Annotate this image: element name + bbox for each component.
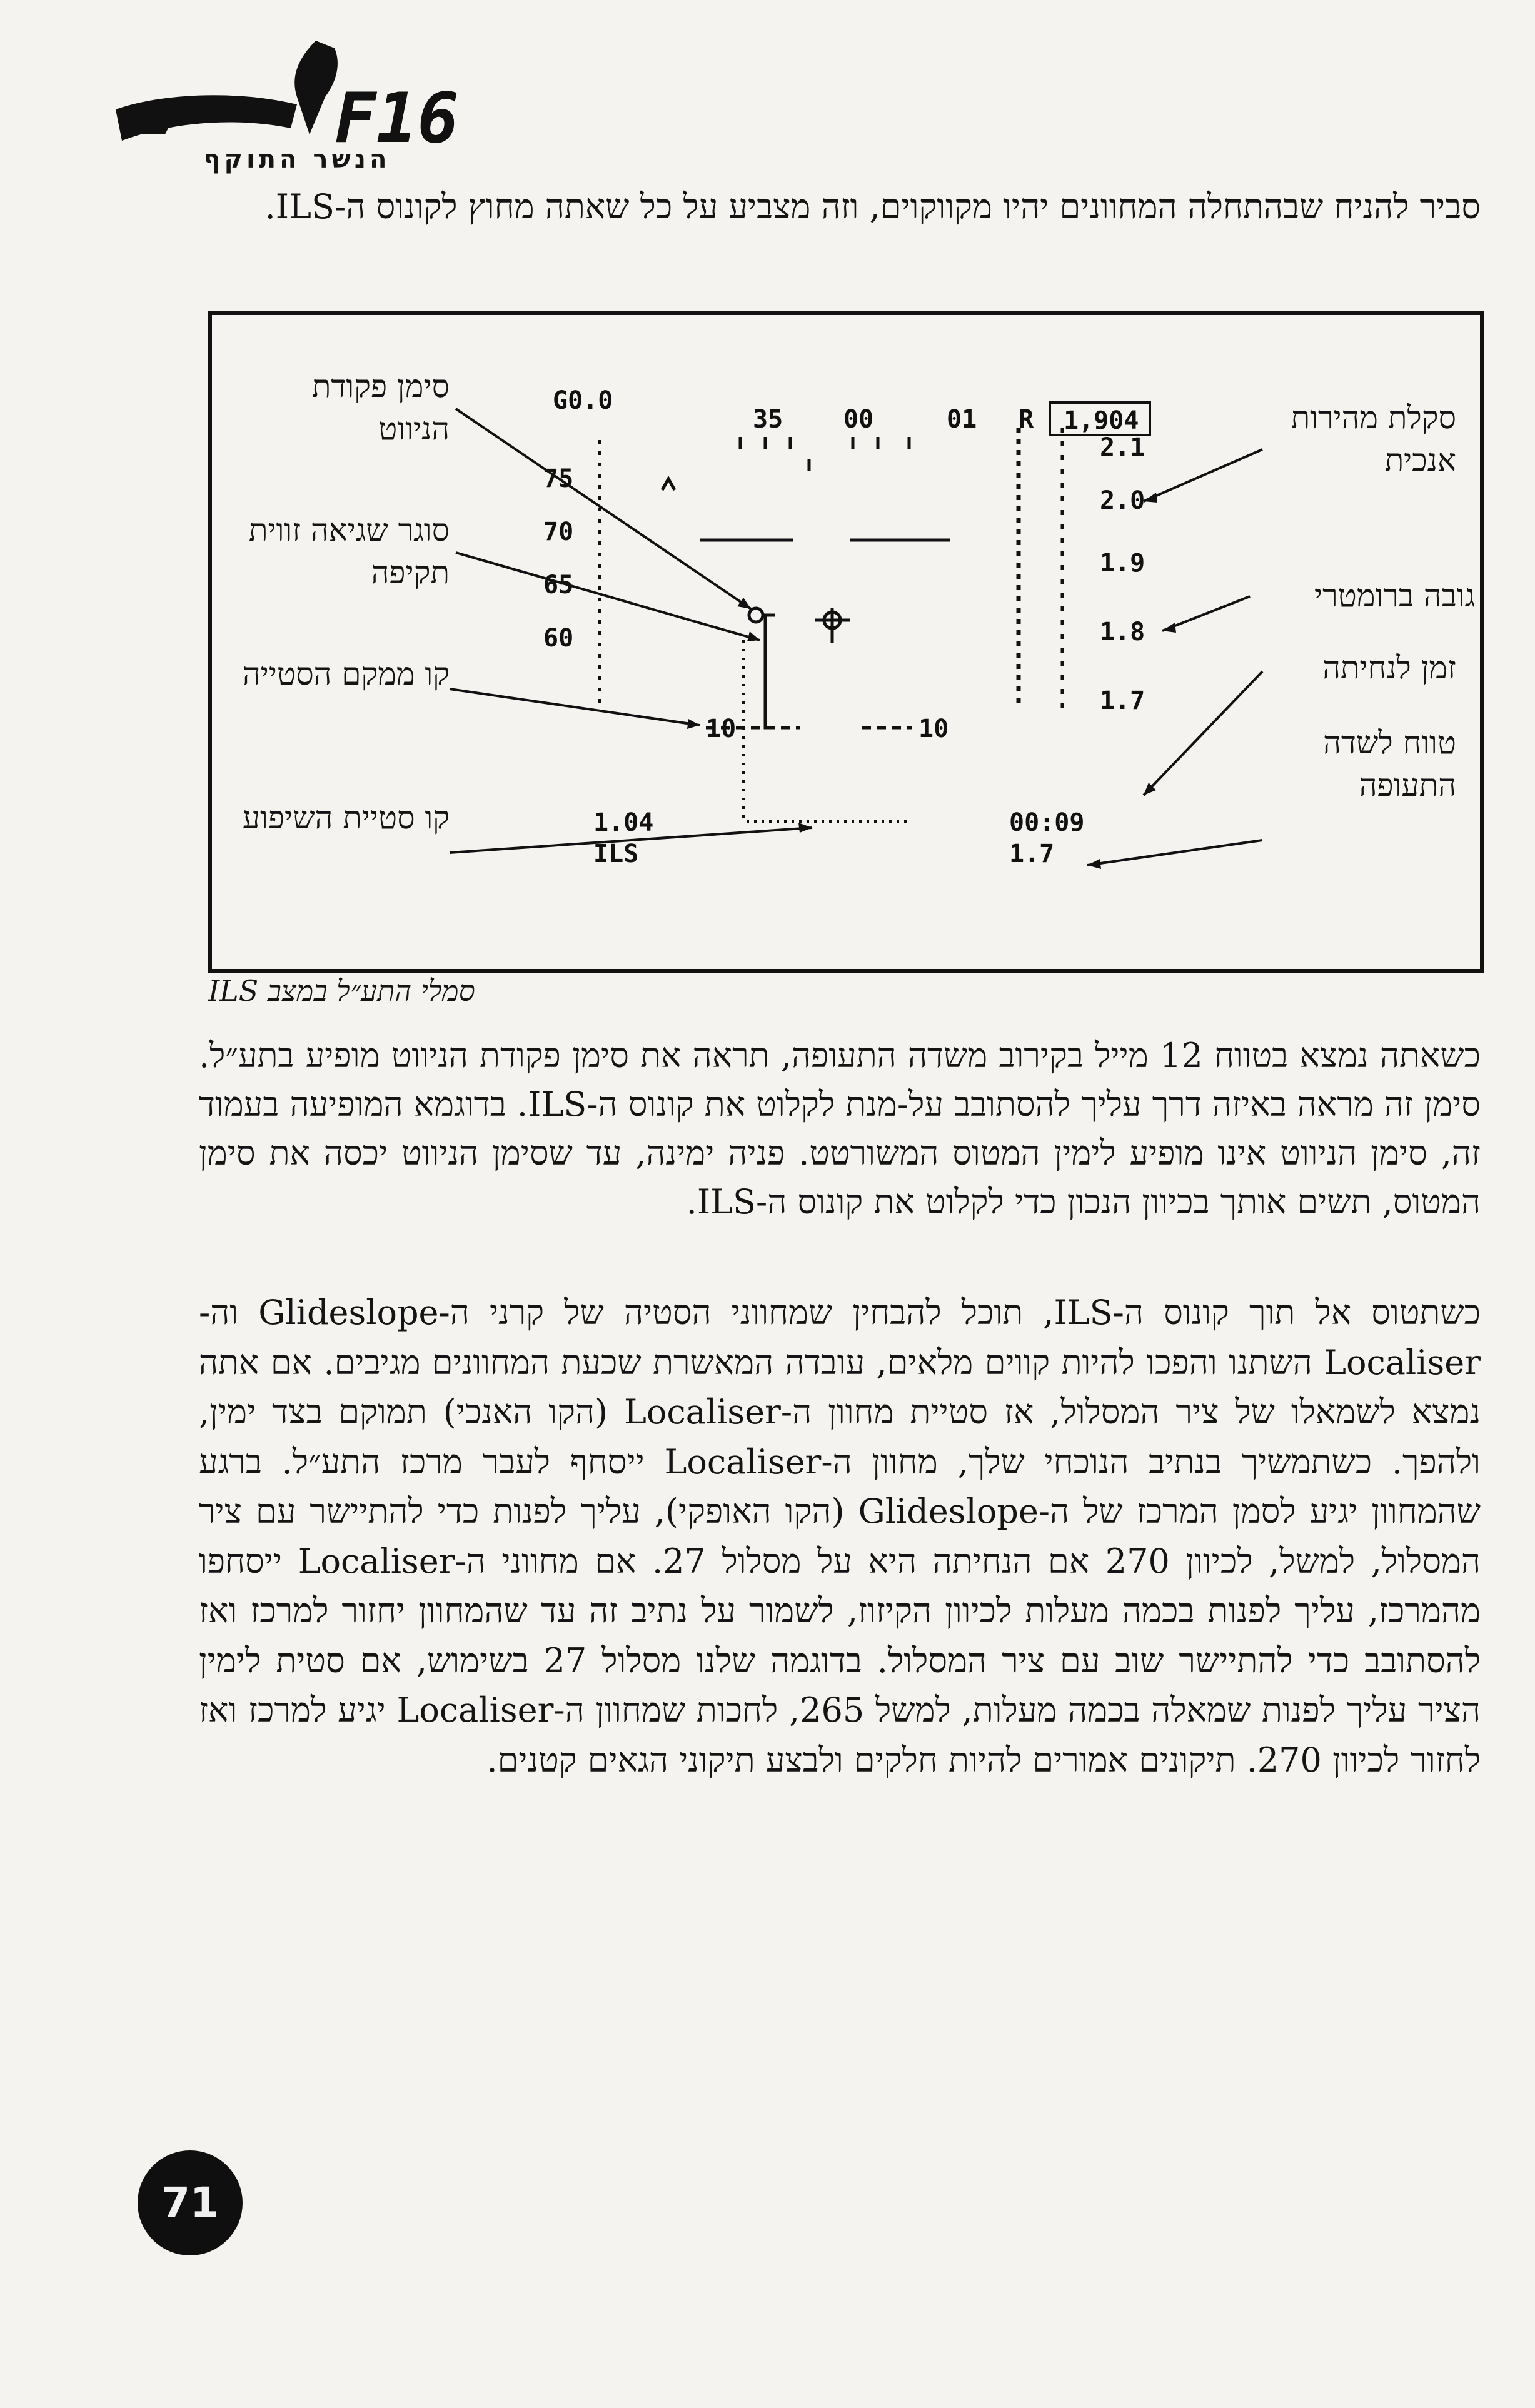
speed-65: 65 [543, 571, 574, 599]
altitude-readout: 1,904 [1064, 406, 1139, 435]
hud-figure [208, 311, 1484, 973]
logo-subtitle: הנשר התוקף [203, 145, 391, 174]
page-number: 71 [138, 2150, 243, 2255]
logo-title: F16 [335, 78, 459, 158]
airspeed-readout: G0.0 [553, 386, 613, 415]
range-value: 1.04 [593, 808, 654, 837]
time-value: 00:09 [1009, 808, 1085, 837]
pitch-left: 10 [706, 715, 737, 743]
label-baro-altitude: גובה ברומטרי [1314, 578, 1475, 614]
eagle-icon [294, 41, 338, 134]
distance-value: 1.7 [1009, 840, 1055, 868]
label-deviation-line: קו ממקם הסטייה [243, 656, 450, 692]
label-range-airfield: טווח לשדה התעופה [1323, 725, 1456, 803]
heading-35: 35 [753, 405, 783, 434]
heading-00: 00 [843, 405, 874, 434]
paragraph-1: כשאתה נמצא בטווח 12 מייל בקירוב משדה התעופה, תראה את סימן פקודת הניווט מופיע בתע״ל. סימן זה מראה באיזה דרך עליך להסתובב על-מנת לקלוט את קונוס ה-ILS. בדוגמא המופיעה בעמוד זה, סימן הניווט אינו מופיע לימין המטוס המשורטט. פניה ימינה, עד שסימן הניווט יכסה את סימן המטוס, תשים אותך בכיוון הנכון כדי לקלוט את קונוס ה-ILS. [199, 1036, 1481, 1222]
label-glideslope-line: קו סטיית השיפוע [242, 800, 450, 836]
speed-70: 70 [543, 518, 574, 546]
label-nav-cue: סימן פקודת הניווט [311, 368, 450, 447]
speed-75: 75 [543, 464, 574, 493]
alt-scale-19: 1.9 [1100, 549, 1145, 578]
logo-prefix: ▰ [134, 78, 176, 158]
intro-paragraph: סביר להניח שבהתחלה המחוונים יהיו מקווקוים, וזה מצביע על כל שאתה מחוץ לקונוס ה-ILS. [264, 187, 1481, 226]
heading-01: 01 [947, 405, 977, 434]
figure-caption: סמלי התע״ל במצב ILS [208, 974, 475, 1008]
alt-scale-21: 2.1 [1100, 433, 1145, 462]
alt-scale-17: 1.7 [1100, 686, 1145, 715]
altitude-prefix: R [1019, 405, 1034, 434]
mode-ils: ILS [593, 840, 639, 868]
alt-scale-18: 1.8 [1100, 618, 1145, 646]
speed-60: 60 [543, 624, 574, 653]
label-time-to-land: זמן לנחיתה [1322, 650, 1456, 686]
pitch-right: 10 [918, 715, 949, 743]
label-vvi-scale: סקלת מהירות אנכית [1291, 399, 1456, 478]
paragraph-2: כשתטוס אל תוך קונוס ה-ILS, תוכל להבחין שמחווני הסטיה של קרני ה-Glideslope וה-Localiser השתנו והפכו להיות קווים מלאים, עובדה המאשרת שכעת המחוונים מגיבים. אם אתה נמצא לשמאלו של ציר המסלול, אז סטיית מחוון ה-Localiser (הקו האנכי) תמוקם בצד ימין, ולהפך. כשתמשיך בנתיב הנוכחי שלך, מחוון ה-Localiser ייסחף לעבר מרכז התע״ל. ברגע שהמחוון יגיע לסמן המרכז של ה-Glideslope (הקו האופקי), עליך לפנות כדי להתיישר עם ציר המסלול, למשל, לכיוון 270 אם הנחיתה היא על מסלול 27. אם מחווני ה-Localiser ייסחפו מהמרכז, עליך לפנות בכמה מעלות לכיוון הקיזוז, לשמור על נתיב זה עד שהמחוון יחזור למרכז ואז להסתובב כדי להתיישר שוב עם ציר המסלול. בדוגמה שלנו מסלול 27 בשימוש, אם סטית לימין הציר עליך לפנות שמאלה בכמה מעלות, למשל 265, לחכות שמחוון ה-Localiser יגיע למרכז ואז לחזור לכיוון 270. תיקונים אמורים להיות חלקים ולבצע תיקוני הגאים קטנים. [199, 1293, 1481, 1780]
alt-scale-20: 2.0 [1100, 486, 1145, 515]
label-aoa-bracket: סוגר שגיאה זווית תקיפה [249, 512, 450, 591]
